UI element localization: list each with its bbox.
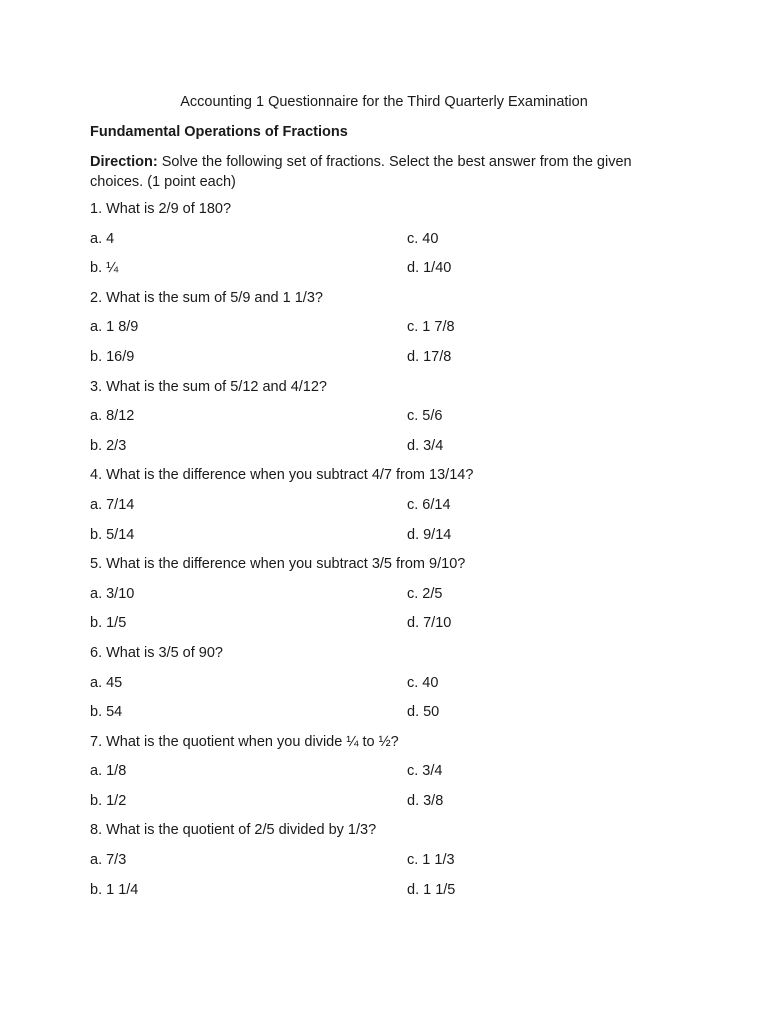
choice-row (90, 407, 690, 437)
direction-paragraph (90, 152, 680, 192)
question-text: 8. What is the quotient of 2/5 divided by 1/3? (90, 822, 377, 839)
choice-d: d. 50 (407, 704, 440, 721)
choice-row (90, 674, 690, 704)
choice-a: a. 7/3 (90, 852, 127, 869)
choice-row (90, 614, 690, 644)
choice-b: b. 16/9 (90, 348, 135, 365)
question-2 (90, 289, 690, 378)
choice-b: b. 54 (90, 704, 123, 721)
choice-row (90, 230, 690, 260)
choice-c: c. 3/4 (407, 763, 443, 780)
choice-b: b. 5/14 (90, 526, 135, 543)
choice-row (90, 792, 690, 822)
question-text: 3. What is the sum of 5/12 and 4/12? (90, 378, 327, 395)
choice-row (90, 348, 690, 378)
question-8 (90, 821, 690, 910)
choice-a: a. 3/10 (90, 585, 135, 602)
question-1 (90, 200, 690, 289)
question-4 (90, 466, 690, 555)
choice-row (90, 585, 690, 615)
choice-b: b. 1/2 (90, 792, 127, 809)
choice-row (90, 496, 690, 526)
choice-row (90, 526, 690, 556)
choice-b: b. 1/5 (90, 615, 127, 632)
choice-b: b. 1 1/4 (90, 881, 139, 898)
choice-c: c. 40 (407, 674, 439, 691)
choice-row (90, 881, 690, 911)
choice-c: c. 40 (407, 230, 439, 247)
document-title: Accounting 1 Questionnaire for the Third Quarterly Examination (180, 94, 588, 110)
question-5 (90, 555, 690, 644)
choice-d: d. 3/8 (407, 792, 444, 809)
choice-row (90, 851, 690, 881)
choice-row (90, 437, 690, 467)
question-7 (90, 733, 690, 822)
choice-d: d. 17/8 (407, 348, 452, 365)
choice-d: d. 1/40 (407, 260, 452, 277)
choice-a: a. 8/12 (90, 408, 135, 425)
choice-a: a. 1 8/9 (90, 319, 139, 336)
choice-a: a. 1/8 (90, 763, 127, 780)
choice-d: d. 7/10 (407, 615, 452, 632)
question-text: 4. What is the difference when you subtract 4/7 from 13/14? (90, 467, 474, 484)
choice-row (90, 703, 690, 733)
question-text: 1. What is 2/9 of 180? (90, 201, 232, 217)
choice-c: c. 1 1/3 (407, 852, 455, 869)
question-text: 6. What is 3/5 of 90? (90, 644, 223, 661)
question-list (90, 200, 690, 910)
question-6 (90, 644, 690, 733)
choice-d: d. 1 1/5 (407, 881, 456, 898)
section-heading: Fundamental Operations of Fractions (90, 124, 348, 140)
question-text: 2. What is the sum of 5/9 and 1 1/3? (90, 289, 323, 306)
choice-a: a. 4 (90, 230, 115, 247)
choice-d: d. 3/4 (407, 437, 444, 454)
choice-c: c. 5/6 (407, 408, 443, 425)
question-3 (90, 378, 690, 467)
choice-c: c. 1 7/8 (407, 319, 455, 336)
choice-a: a. 7/14 (90, 496, 135, 513)
choice-row (90, 259, 690, 289)
choice-b: b. 2/3 (90, 437, 127, 454)
choice-b: b. ¼ (90, 260, 119, 277)
choice-a: a. 45 (90, 674, 123, 691)
choice-c: c. 6/14 (407, 496, 451, 513)
question-text: 7. What is the quotient when you divide ¼ to ½? (90, 733, 399, 750)
choice-row (90, 318, 690, 348)
choice-c: c. 2/5 (407, 585, 443, 602)
direction-label: Direction: (90, 154, 158, 170)
choice-d: d. 9/14 (407, 526, 452, 543)
question-text: 5. What is the difference when you subtract 3/5 from 9/10? (90, 556, 466, 573)
direction-text: Solve the following set of fractions. Select the best answer from the given choices. (1 point each) (90, 154, 632, 190)
choice-row (90, 762, 690, 792)
